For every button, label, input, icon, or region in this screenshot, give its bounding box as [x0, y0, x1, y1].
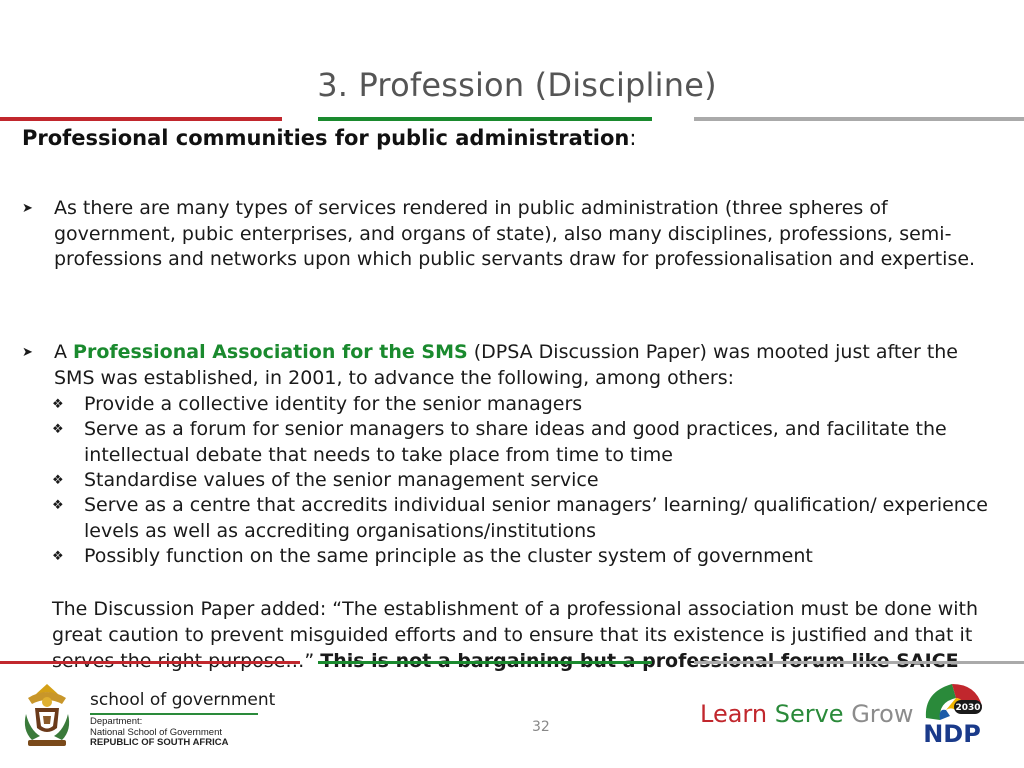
sub-list-item	[52, 493, 997, 544]
heading-colon: :	[629, 126, 637, 150]
sub-list-item	[52, 392, 997, 418]
bullet-text: As there are many types of services rendered in public administration (three spheres of government, pubic enterprises, and organs of state), also many disciplines, professions, semi-professions and networks upon which public servants draw for professionalisation and expertise.	[54, 197, 976, 270]
ndp-2030-logo	[916, 678, 986, 748]
diamond-bullet-icon: ❖	[52, 498, 64, 513]
bullet-text-post: (DPSA Discussion Paper) was mooted just after the SMS was established, in 2001, to advance the following, among others:	[54, 341, 958, 389]
arrow-bullet-icon: ➤	[22, 345, 33, 360]
footer-rule-red	[0, 661, 300, 664]
tagline-grow: Grow	[851, 700, 914, 728]
tagline	[700, 700, 913, 728]
tagline-learn: Learn	[700, 700, 768, 728]
bullet-text	[22, 340, 997, 391]
closing-quote-text: The Discussion Paper added: “The establishment of a professional association must be done with great caution to prevent misguided efforts and to ensure that its existence is justified and that it	[52, 598, 979, 646]
diamond-bullet-icon: ❖	[52, 422, 64, 437]
arrow-bullet-icon: ➤	[22, 201, 33, 216]
sub-list-item	[52, 468, 997, 494]
dept-line-1: Department:	[90, 716, 143, 727]
coat-of-arms-logo	[18, 680, 76, 752]
ndp-year: 2030	[955, 703, 981, 713]
footer-rule-grey	[694, 661, 1024, 664]
sub-list-item	[52, 417, 997, 468]
diamond-bullet-icon: ❖	[52, 397, 64, 412]
footer-rule-green	[318, 661, 652, 664]
department-text	[90, 717, 228, 749]
sub-item-text: Standardise values of the senior management service	[84, 469, 599, 491]
school-of-government-name: school of government	[90, 690, 276, 710]
school-name-underline	[90, 713, 258, 715]
title-rule-grey	[694, 117, 1024, 121]
bullet-text-pre: A	[54, 341, 74, 363]
sub-item-text: Possibly function on the same principle as the cluster system of government	[84, 545, 813, 567]
dept-line-2: National School of Government	[90, 726, 223, 738]
heading-text: Professional communities for public administration	[22, 126, 630, 150]
bullet-item	[22, 340, 997, 391]
tagline-serve: Serve	[774, 700, 844, 728]
dept-line-3: REPUBLIC OF SOUTH AFRICA	[90, 737, 229, 748]
ndp-text: NDP	[923, 720, 981, 748]
slide-title: 3. Profession (Discipline)	[317, 66, 717, 104]
page-number: 32	[532, 719, 550, 735]
bullet-item	[22, 196, 997, 273]
sub-item-text: Serve as a forum for senior managers to share ideas and good practices, and facilitate the intellectual debate that needs to take place from time to time	[84, 418, 947, 466]
title-rule-red	[0, 117, 282, 121]
sub-item-text: Serve as a centre that accredits individual senior managers’ learning/ qualification/ experience levels as well as accrediting organisations/institutions	[84, 494, 988, 542]
sub-list-item	[52, 544, 997, 570]
section-heading	[22, 126, 636, 150]
diamond-bullet-icon: ❖	[52, 549, 64, 564]
diamond-bullet-icon: ❖	[52, 473, 64, 488]
professional-association-highlight: Professional Association for the SMS	[73, 341, 468, 363]
title-rule-green	[318, 117, 652, 121]
sub-item-text: Provide a collective identity for the senior managers	[84, 393, 583, 415]
